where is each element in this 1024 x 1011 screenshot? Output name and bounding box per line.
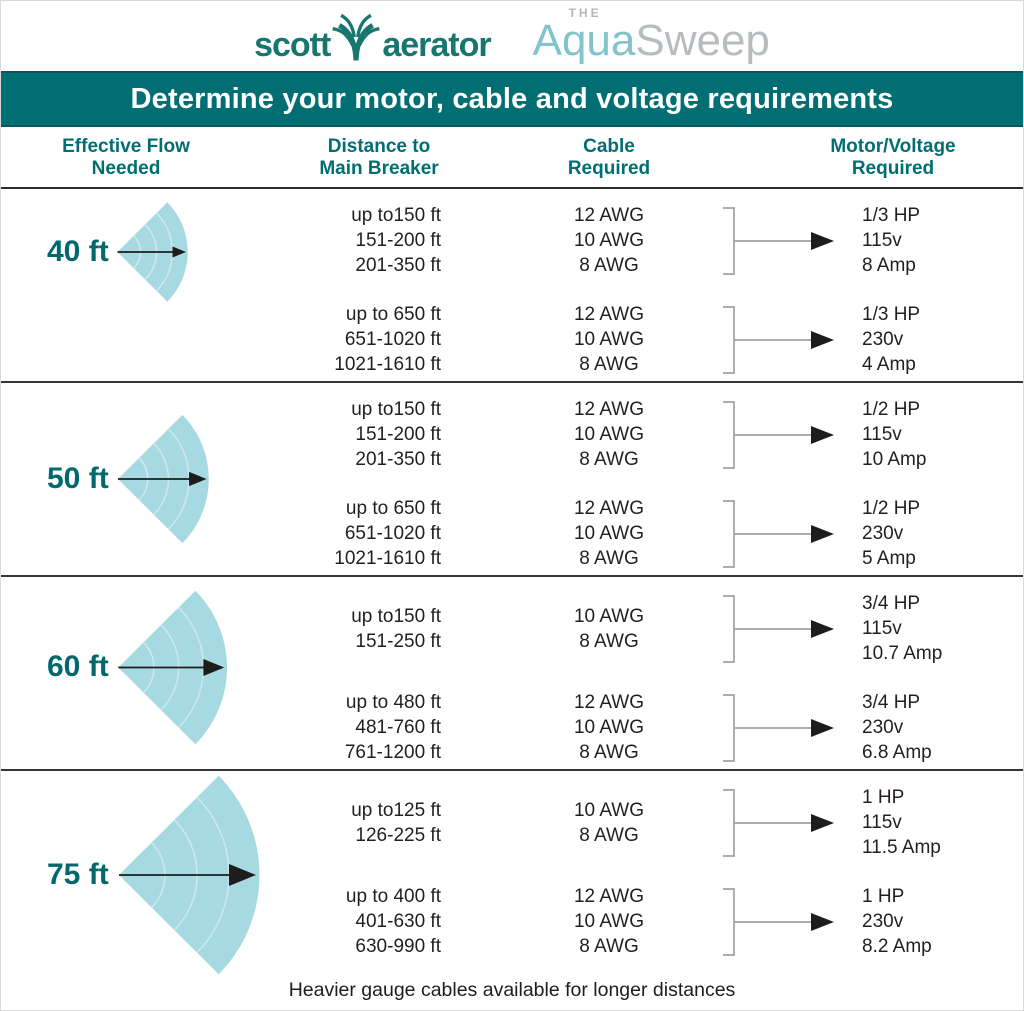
- cable-value: 8 AWG: [579, 449, 639, 470]
- motor-amp: 11.5 Amp: [862, 837, 941, 858]
- page-title: Determine your motor, cable and voltage requirements: [130, 82, 894, 115]
- distance-value: 651-1020 ft: [344, 523, 441, 544]
- flow-label: 50 ft: [47, 462, 109, 495]
- motor-voltage: 230v: [862, 329, 904, 350]
- aquasweep-logo-the: THE: [568, 6, 602, 20]
- aquasweep-logo-sweep: Sweep: [635, 16, 770, 65]
- cable-value: 8 AWG: [579, 630, 639, 652]
- cable-group: [251, 785, 1023, 860]
- distance-value: up to 480 ft: [345, 692, 441, 713]
- cable-value: 8 AWG: [579, 548, 639, 569]
- motor-amp: 6.8 Amp: [862, 742, 932, 763]
- fountain-icon: [331, 10, 381, 64]
- scott-logo-text-right: aerator: [382, 26, 491, 64]
- motor-voltage: 115v: [862, 230, 902, 251]
- cable-group: [251, 397, 1023, 472]
- cable-value: 10 AWG: [573, 523, 645, 544]
- bracket-arrow-icon: [714, 785, 842, 861]
- flow-label: 75 ft: [47, 858, 109, 891]
- motor-hp: 1/2 HP: [862, 399, 921, 420]
- flow-section-60ft: [1, 577, 1023, 771]
- motor-voltage: 230v: [862, 717, 904, 738]
- flow-fan-icon: [116, 775, 266, 975]
- motor-amp: 8 Amp: [862, 255, 916, 276]
- motor-hp: 1/3 HP: [862, 205, 921, 226]
- motor-amp: 10 Amp: [862, 449, 927, 470]
- flow-section-40ft: [1, 189, 1023, 383]
- column-header-effective-flow: Effective Flow Needed: [62, 136, 190, 179]
- title-banner: [1, 71, 1023, 127]
- column-header-row: [1, 127, 1023, 189]
- cable-value: 12 AWG: [573, 399, 645, 420]
- cable-value: 8 AWG: [579, 354, 639, 375]
- footer-note: Heavier gauge cables available for longer distances: [288, 979, 736, 1001]
- motor-amp: 5 Amp: [862, 548, 916, 569]
- distance-value: up to150 ft: [351, 399, 441, 420]
- cable-value: 8 AWG: [579, 824, 639, 846]
- cable-value: 8 AWG: [579, 255, 639, 276]
- bracket-arrow-icon: [714, 690, 842, 766]
- motor-hp: 1/2 HP: [862, 498, 921, 519]
- distance-value: 151-250 ft: [355, 630, 441, 652]
- cable-group: [251, 884, 1023, 959]
- bracket-arrow-icon: [714, 397, 842, 473]
- motor-voltage: 115v: [862, 812, 902, 833]
- motor-voltage: 115v: [862, 424, 902, 445]
- distance-value: up to 400 ft: [345, 886, 441, 907]
- cable-value: 10 AWG: [573, 799, 645, 821]
- distance-value: up to 650 ft: [345, 304, 441, 325]
- cable-group: [251, 302, 1023, 377]
- cable-value: 12 AWG: [573, 205, 645, 226]
- distance-value: 1021-1610 ft: [334, 354, 441, 375]
- motor-hp: 1 HP: [862, 886, 905, 907]
- cable-value: 12 AWG: [573, 498, 645, 519]
- distance-value: 761-1200 ft: [344, 742, 441, 763]
- cable-value: 10 AWG: [573, 911, 645, 932]
- distance-value: 151-200 ft: [355, 230, 441, 251]
- cable-group: [251, 690, 1023, 765]
- motor-hp: 1/3 HP: [862, 304, 921, 325]
- bracket-arrow-icon: [714, 203, 842, 279]
- scott-aerator-logo: [254, 10, 491, 62]
- distance-value: 401-630 ft: [355, 911, 441, 932]
- cable-value: 10 AWG: [573, 329, 645, 350]
- cable-group: [251, 203, 1023, 278]
- motor-voltage: 230v: [862, 523, 904, 544]
- cable-value: 12 AWG: [573, 304, 645, 325]
- motor-hp: 3/4 HP: [862, 593, 921, 614]
- flow-fan-icon: [116, 202, 191, 302]
- bracket-arrow-icon: [714, 884, 842, 960]
- distance-value: 151-200 ft: [355, 424, 441, 445]
- aquasweep-logo-aqua: Aqua: [532, 16, 636, 65]
- flow-label: 60 ft: [47, 650, 109, 683]
- cable-value: 10 AWG: [573, 230, 645, 251]
- cable-value: 8 AWG: [579, 936, 639, 957]
- aquasweep-logo: [532, 6, 770, 65]
- distance-value: 1021-1610 ft: [334, 548, 441, 569]
- distance-value: up to 650 ft: [345, 498, 441, 519]
- distance-value: 201-350 ft: [355, 255, 441, 276]
- cable-group: [251, 591, 1023, 666]
- distance-value: 630-990 ft: [355, 936, 441, 957]
- logo-row: [1, 1, 1023, 71]
- cable-value: 10 AWG: [573, 605, 645, 627]
- distance-value: 651-1020 ft: [344, 329, 441, 350]
- bracket-arrow-icon: [714, 302, 842, 378]
- flow-fan-icon: [116, 590, 232, 745]
- distance-value: 126-225 ft: [355, 824, 441, 846]
- cable-value: 8 AWG: [579, 742, 639, 763]
- cable-group: [251, 496, 1023, 571]
- distance-value: up to150 ft: [351, 205, 441, 226]
- motor-amp: 4 Amp: [862, 354, 916, 375]
- flow-label: 40 ft: [47, 235, 109, 268]
- scott-logo-text-left: scott: [254, 26, 331, 64]
- flow-fan-icon: [116, 414, 213, 544]
- motor-hp: 1 HP: [862, 787, 905, 808]
- cable-value: 10 AWG: [573, 424, 645, 445]
- distance-value: up to125 ft: [351, 799, 441, 821]
- motor-amp: 8.2 Amp: [862, 936, 932, 957]
- distance-value: 201-350 ft: [355, 449, 441, 470]
- cable-value: 12 AWG: [573, 692, 645, 713]
- bracket-arrow-icon: [714, 496, 842, 572]
- flow-section-50ft: [1, 383, 1023, 577]
- cable-value: 10 AWG: [573, 717, 645, 738]
- bracket-arrow-icon: [714, 591, 842, 667]
- distance-value: 481-760 ft: [355, 717, 441, 738]
- flow-section-75ft: [1, 771, 1023, 967]
- motor-hp: 3/4 HP: [862, 692, 921, 713]
- column-header-motor-voltage: Motor/Voltage Required: [830, 136, 956, 179]
- distance-value: up to150 ft: [351, 605, 441, 627]
- cable-value: 12 AWG: [573, 886, 645, 907]
- column-header-distance: Distance to Main Breaker: [319, 136, 439, 179]
- motor-voltage: 230v: [862, 911, 904, 932]
- column-header-cable: Cable Required: [567, 136, 651, 179]
- motor-voltage: 115v: [862, 618, 902, 639]
- motor-amp: 10.7 Amp: [862, 643, 943, 664]
